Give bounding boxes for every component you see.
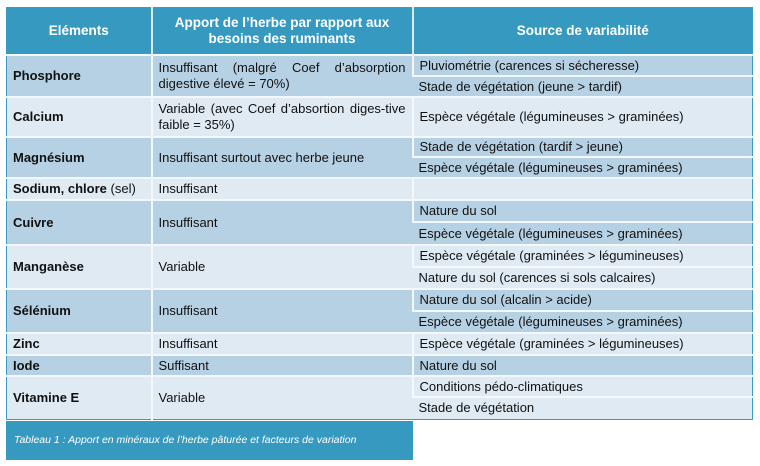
apport-cell: Insuffisant (malgré Coef d’absorption digestive élevé = 70%) xyxy=(152,55,413,97)
element-name: Cuivre xyxy=(13,214,54,230)
source-cell: Pluviométrie (carences si sécheresse) xyxy=(413,55,753,76)
source-cell: Espèce végétale (graminées > légumineuses) xyxy=(413,245,753,267)
apport-cell: Insuffisant xyxy=(152,333,413,355)
table-header-row xyxy=(7,8,753,56)
table-row xyxy=(7,200,753,222)
header-source: Source de variabilité xyxy=(413,8,753,56)
source-cell: Stade de végétation (tardif > jeune) xyxy=(413,137,753,157)
element-cell xyxy=(7,333,152,355)
source-cell: Espèce végétale (graminées > légumineuses) xyxy=(413,333,753,355)
element-cell xyxy=(7,289,152,333)
apport-cell: Insuffisant xyxy=(152,178,413,200)
source-cell: Nature du sol xyxy=(413,200,753,222)
element-cell xyxy=(7,55,152,97)
table-row xyxy=(7,289,753,311)
element-name: Sélénium xyxy=(13,303,71,318)
element-name: Vitamine E xyxy=(13,389,80,405)
source-cell: Nature du sol xyxy=(413,355,753,376)
source-cell: Nature du sol (carences si sols calcaires) xyxy=(413,267,753,289)
element-name: Magnésium xyxy=(13,149,85,165)
element-cell xyxy=(7,376,152,419)
element-cell xyxy=(7,355,152,376)
table-row xyxy=(7,55,753,76)
apport-cell: Insuffisant xyxy=(152,200,413,245)
element-name: Zinc xyxy=(13,336,40,351)
element-name: Sodium, chlore xyxy=(13,181,107,196)
header-apport: Apport de l’herbe par rapport aux besoins des ruminants xyxy=(152,8,413,56)
element-name: Phosphore xyxy=(13,68,81,83)
source-cell: Conditions pédo-climatiques xyxy=(413,376,753,397)
apport-cell: Insuffisant xyxy=(152,289,413,333)
apport-cell: Suffisant xyxy=(152,355,413,376)
table-row xyxy=(7,137,753,157)
minerals-table xyxy=(6,7,753,420)
source-cell: Espèce végétale (légumineuses > graminées) xyxy=(413,222,753,245)
element-cell xyxy=(7,97,152,137)
source-cell: Espèce végétale (légumineuses > graminées) xyxy=(413,97,753,137)
element-cell xyxy=(7,137,152,178)
table-row xyxy=(7,97,753,137)
source-cell: Stade de végétation xyxy=(413,397,753,419)
apport-cell: Variable (avec Coef d’absortion diges-tive faible = 35%) xyxy=(152,97,413,137)
table-row xyxy=(7,333,753,355)
element-cell xyxy=(7,245,152,289)
header-elements: Eléments xyxy=(7,8,152,56)
apport-cell: Variable xyxy=(152,376,413,419)
table-row xyxy=(7,355,753,376)
table-row xyxy=(7,178,753,200)
table-row xyxy=(7,376,753,397)
source-cell: Stade de végétation (jeune > tardif) xyxy=(413,76,753,97)
element-cell xyxy=(7,200,152,245)
table-caption: Tableau 1 : Apport en minéraux de l’herbe pâturée et facteurs de variation xyxy=(6,421,413,460)
apport-cell: Variable xyxy=(152,245,413,289)
table-row xyxy=(7,245,753,267)
source-cell xyxy=(413,178,753,200)
source-cell: Espèce végétale (légumineuses > graminées) xyxy=(413,157,753,178)
element-name: Manganèse xyxy=(13,259,84,274)
source-cell: Espèce végétale (légumineuses > graminées) xyxy=(413,311,753,333)
source-cell: Nature du sol (alcalin > acide) xyxy=(413,289,753,311)
element-name: Calcium xyxy=(13,109,64,124)
element-cell xyxy=(7,178,152,200)
element-name: Iode xyxy=(13,357,40,373)
apport-cell: Insuffisant surtout avec herbe jeune xyxy=(152,137,413,178)
element-suffix: (sel) xyxy=(110,181,136,196)
